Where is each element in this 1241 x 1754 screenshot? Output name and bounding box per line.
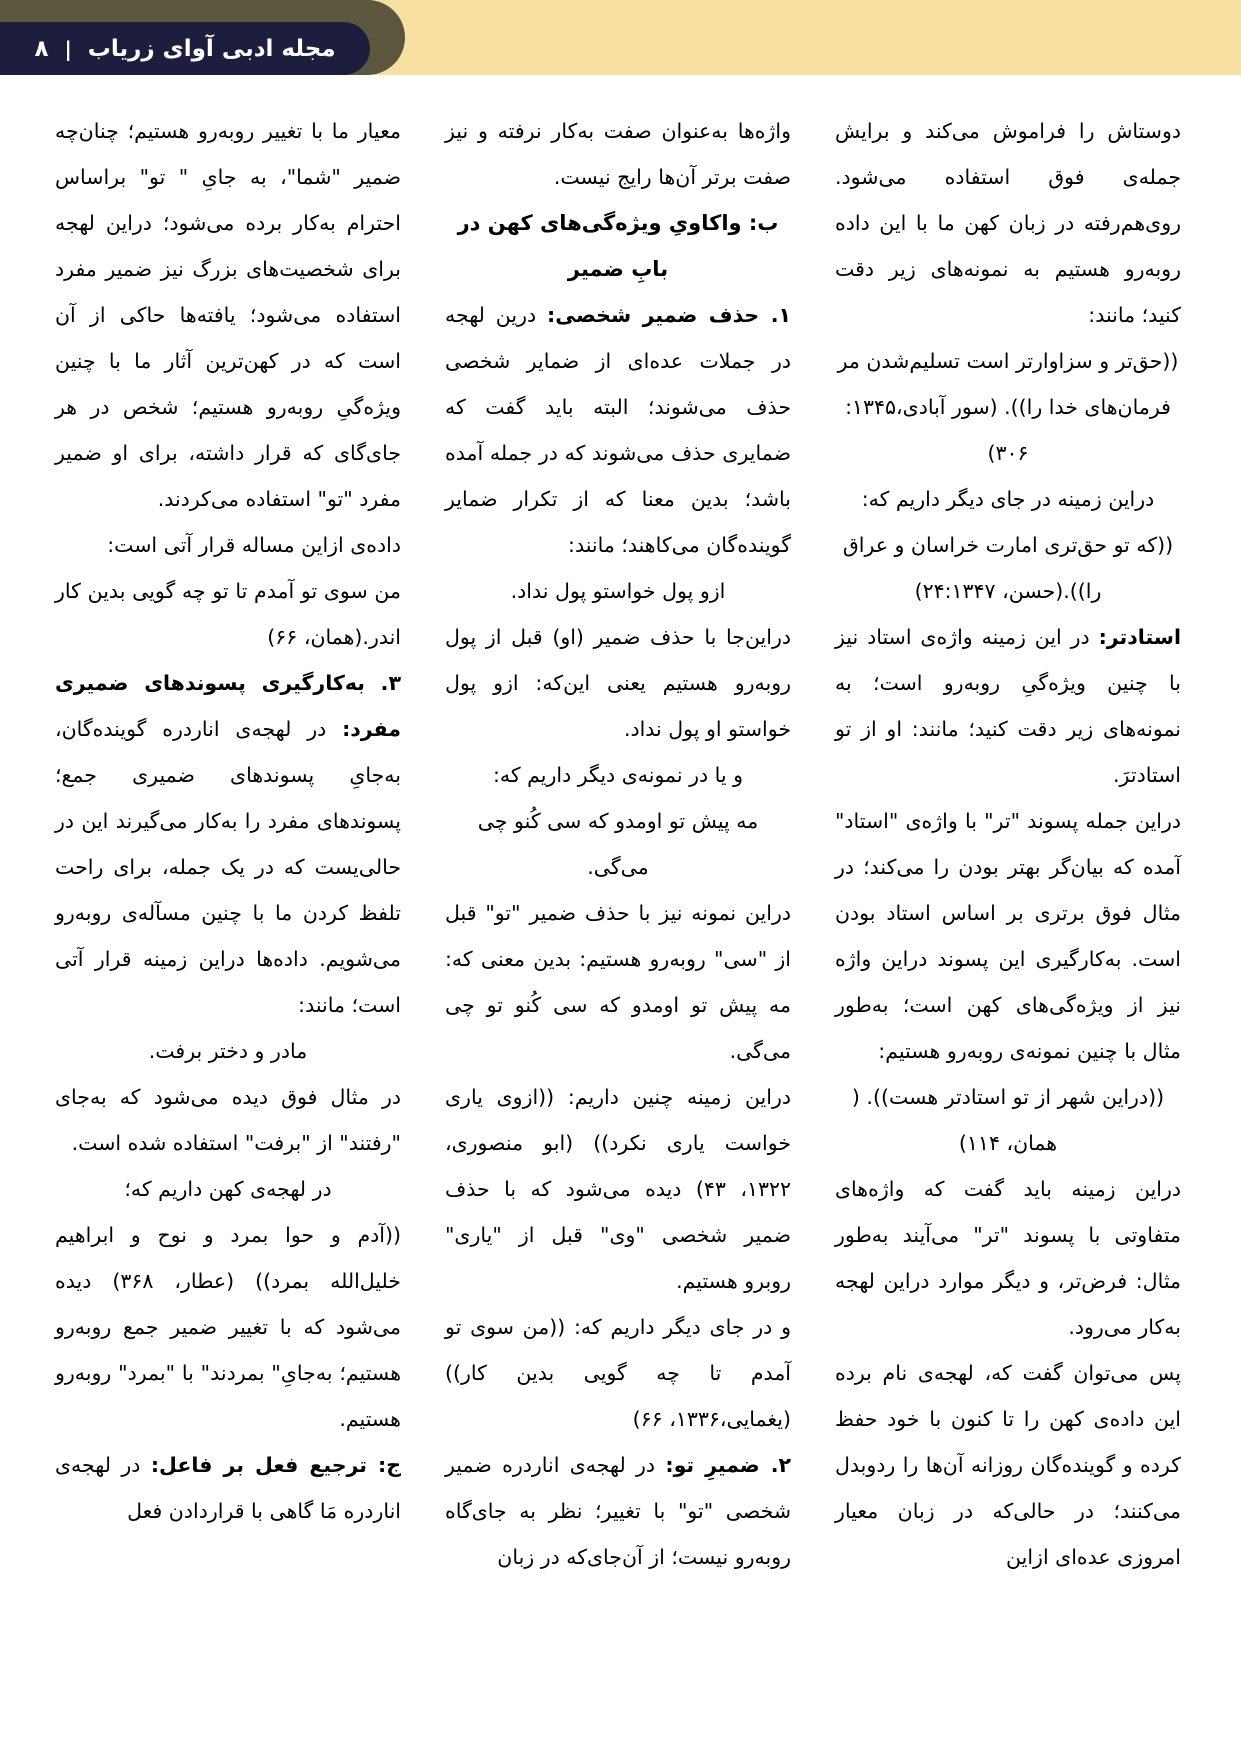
header-separator: |	[64, 36, 72, 61]
page-header	[0, 0, 1241, 75]
paragraph	[55, 660, 401, 1028]
paragraph-text: درین لهجه در جملات عده‌ای از ضمایر شخصی حذف می‌شوند؛ البته باید گفت که ضمایری حذف می‌شوند که در جمله آمده باشد؛ بدین معنا که از تکرار ضمایر گوینده‌گان می‌کاهند؛ مانند:	[445, 303, 791, 557]
paragraph: در مثال فوق دیده می‌شود که به‌جای "رفتند" از "برفت" استفاده شده است.	[55, 1085, 401, 1155]
column-right	[835, 108, 1181, 1714]
page-number: ۸	[34, 35, 49, 62]
paragraph: پس می‌توان گفت که، لهجه‌ی نام برده این داده‌ی کهن را تا کنون با خود حفظ کرده و گوینده‌گان روزانه آن‌ها را ردوبدل می‌کنند؛ در حالی‌که در زبان معیار امروزی عده‌ای ازاین	[835, 1361, 1181, 1569]
paragraph: دراین زمینه باید گفت که واژه‌های متفاوتی با پسوند "تر" می‌آیند به‌طور مثال: فرض‌تر، و دیگر موارد دراین لهجه به‌کار می‌رود.	[835, 1177, 1181, 1339]
paragraph-lead: ۲. ضمیرِ تو:	[665, 1453, 791, 1477]
paragraph: ((که تو حق‌تری امارت خراسان و عراق را)).(حسن، ۲۴:۱۳۴۷)	[842, 533, 1174, 603]
paragraph: مادر و دختر برفت.	[148, 1039, 308, 1063]
paragraph	[835, 614, 1181, 798]
paragraph: معیار ما با تغییر روبه‌رو هستیم؛ چنان‌چه ضمیر "شما"، به جایِ " تو" براساس احترام به‌کار برده می‌شود؛ دراین لهجه برای شخصیت‌های بزرگ نیز ضمیر مفرد استفاده می‌شود؛ یافته‌ها حاکی از آن است که در کهن‌ترین آثار ما با چنین ویژه‌گیِ روبه‌رو هستیم؛ شخص در هر جای‌گای که قرار داشته، برای او ضمیر مفرد "تو" استفاده می‌کردند.	[55, 119, 401, 511]
paragraph	[55, 1442, 401, 1534]
paragraph: من سوی تو آمدم تا تو چه گویی بدین کار اندر.(همان، ۶۶)	[55, 579, 401, 649]
paragraph: ازو پول خواستو پول نداد.	[510, 579, 726, 603]
paragraph-lead: ۱. حذف ضمیر شخصی:	[547, 303, 792, 327]
paragraph: ((حق‌تر و سزاوارتر است تسلیم‌شدن مر فرمان‌های خدا را)). (سور آبادی،۱۳۴۵: ۳۰۶)	[837, 349, 1179, 465]
paragraph-lead: ۳. به‌کارگیری پسوندهای ضمیری مفرد:	[55, 671, 401, 741]
article-body	[55, 108, 1181, 1714]
paragraph-text: در لهجه‌ی اناردره ضمیر شخصی "تو" با تغییر؛ نظر به جای‌گاه روبه‌رو نیست؛ از آن‌جای‌که در زبان	[445, 1453, 791, 1569]
paragraph: دراین نمونه نیز با حذف ضمیر "تو" قبل از "سی" روبه‌رو هستیم: بدین معنی که: مه پیش تو اومدو که سی کُنو تو چی می‌گی.	[445, 901, 791, 1063]
paragraph: و یا در نمونه‌ی دیگر داریم که:	[492, 763, 744, 787]
paragraph-text: در لهجه‌ی اناردره گوینده‌گان، به‌جایِ پسوندهای ضمیری جمع؛ پسوندهای مفرد را به‌کار می‌گیرند این در حالی‌یست که در یک جمله، برای راحت تلفظ کردن ما با چنین مسآله‌ی روبه‌رو می‌شویم. داده‌ها دراین زمینه قرار آتی است؛ مانند:	[55, 717, 401, 1017]
magazine-title: مجله ادبی آوای زریاب	[87, 35, 336, 62]
paragraph: دراین زمینه در جای دیگر داریم که:	[861, 487, 1155, 511]
paragraph-text: در این زمینه واژه‌ی استاد نیز با چنین ویژه‌گیِ روبه‌رو است؛ به نمونه‌های زیر دقت کنید؛ مانند: او از تو استادترَ.	[835, 625, 1181, 787]
header-title-group	[0, 22, 370, 75]
paragraph: مه پیش تو اومدو که سی کُنو چی می‌گی.	[477, 809, 759, 879]
paragraph: دراین‌جا با حذف ضمیر (او) قبل از پول روبه‌رو هستیم یعنی این‌که: ازو پول خواستو او پول نداد.	[445, 625, 791, 741]
paragraph-lead: استادتر:	[1098, 625, 1181, 649]
paragraph-text: در لهجه‌ی اناردره مَا گاهی با قراردادن فعل	[55, 1453, 401, 1523]
paragraph: و در جای دیگر داریم که: ((من سوی تو آمدم تا چه گویی بدین کار)) (یغمایی،۱۳۳۶، ۶۶)	[445, 1315, 791, 1431]
paragraph: ((دراین شهر از تو استادتر هست)). ( همان، ۱۱۴)	[851, 1085, 1165, 1155]
section-heading: ب: واکاویِ ویژه‌گی‌های کهن در بابِ ضمیر	[457, 211, 779, 281]
paragraph: دراین جمله پسوند "تر" با واژه‌ی "استاد" آمده که بیان‌گر بهتر بودن را می‌کند؛ در مثال فوق برتری بر اساس استاد بودن است. به‌کارگیری این پسوند دراین واژه نیز از ویژه‌گی‌های کهن است؛ به‌طور مثال با چنین نمونه‌ی روبه‌رو هستیم:	[835, 809, 1181, 1063]
paragraph: ((آدم و حوا بمرد و نوح و ابراهیم خلیل‌الله بمرد)) (عطار، ۳۶۸) دیده می‌شود که با تغییر ضمیر جمع روبه‌رو هستیم؛ به‌جایِ" بمردند" با "بمرد" روبه‌رو هستیم.	[55, 1223, 401, 1431]
paragraph: در لهجه‌ی کهن داریم که؛	[124, 1177, 332, 1201]
paragraph: واژه‌ها به‌عنوان صفت به‌کار نرفته و نیز صفت برتر آن‌ها رایج نیست.	[445, 119, 791, 189]
paragraph: داده‌ی ازاین مساله قرار آتی است:	[107, 533, 401, 557]
paragraph-lead: ج: ترجیع فعل بر فاعل:	[150, 1453, 401, 1477]
paragraph	[445, 292, 791, 568]
paragraph: دراین زمینه چنین داریم: ((ازوی یاری خواست یاری نکرد)) (ابو منصوری، ۱۳۲۲، ۴۳) دیده می‌شود که با حذف ضمیر شخصی "وی" قبل از "یاری" روبرو هستیم.	[445, 1085, 792, 1293]
paragraph: دوستاش را فراموش می‌کند و برایش جمله‌ی فوق استفاده می‌شود. روی‌هم‌رفته در زبان کهن ما با این داده روبه‌رو هستیم به نمونه‌های زیر دقت کنید؛ مانند:	[835, 119, 1181, 327]
column-middle	[445, 108, 791, 1714]
column-left	[55, 108, 401, 1714]
paragraph	[445, 1442, 791, 1580]
